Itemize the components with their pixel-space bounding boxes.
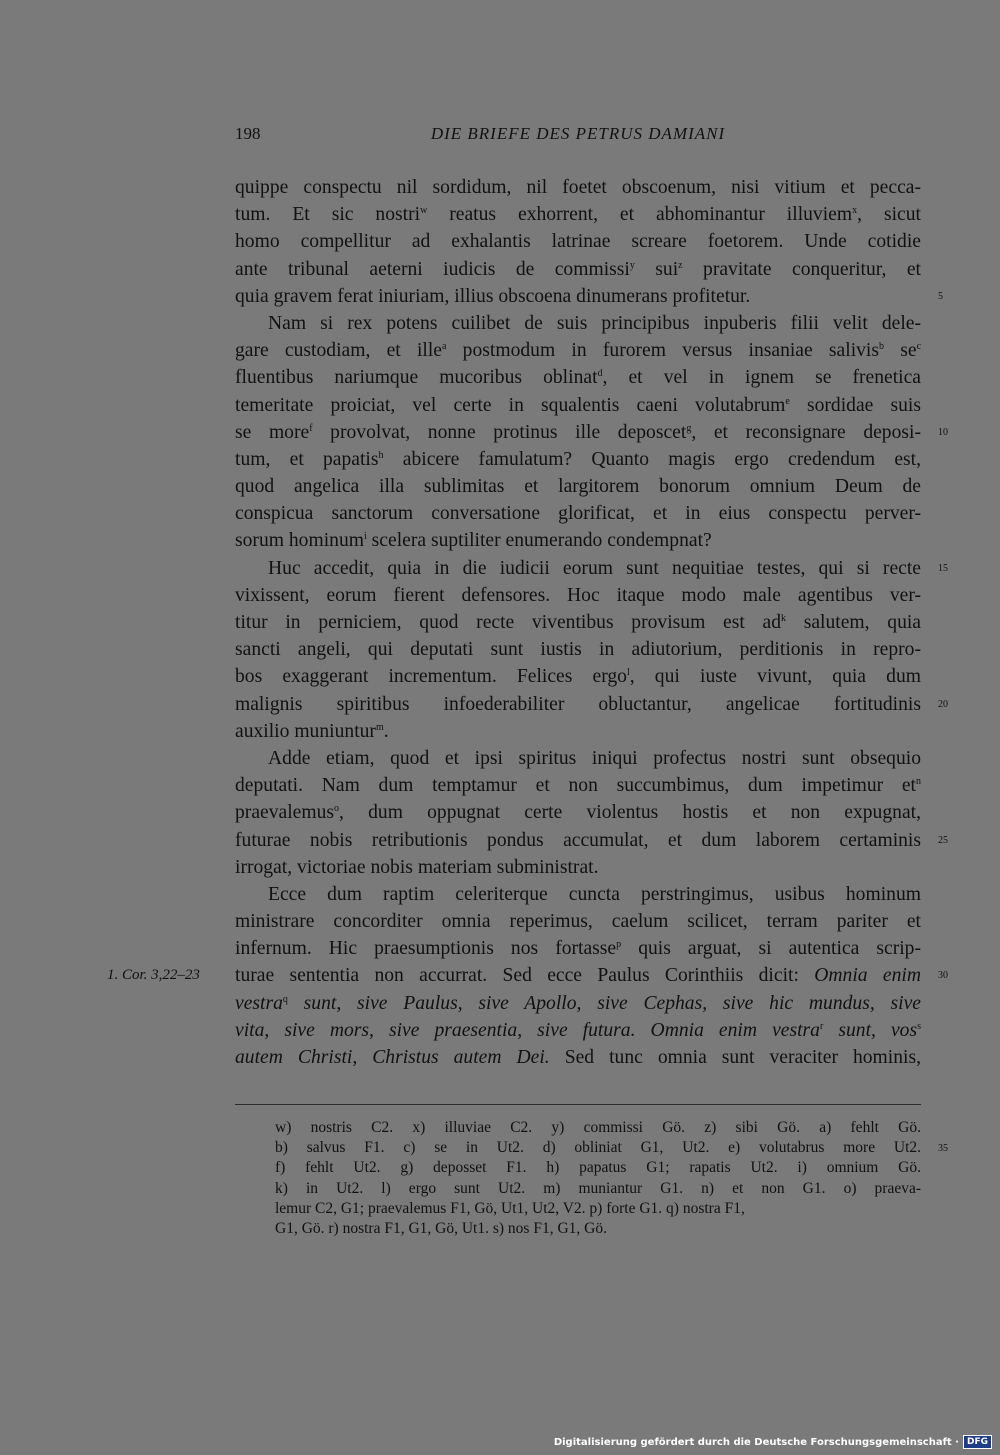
text-line: Adde etiam, quod et ipsi spiritus iniqui profectus nostri sunt obsequio [268,747,921,769]
dfg-logo: DFG [963,1435,992,1449]
text-line: sorum hominum$^i$ scelera suptiliter enumerando condempnat? [235,530,712,552]
text-line: quod angelica illa sublimitas et largitorem bonorum omnium Deum de [235,476,921,498]
text-line: Ecce dum raptim celeriterque cuncta perstringimus, usibus hominum [268,883,921,905]
footnote-mark: c [916,341,922,353]
footnote-mark: r [819,1020,824,1032]
running-title: DIE BRIEFE DES PETRUS DAMIANI [430,124,726,143]
line-number: 5 [938,290,943,302]
footnote-mark: n [916,776,921,788]
text-line: tum. Et sic nostri$^w$ reatus exhorrent, et abhominantur illuviem$^x$, sicut [235,204,921,226]
line-number: 35 [938,1143,948,1155]
text-line: bos exaggerant incrementum. Felices ergo$^l$, qui iuste vivunt, quia dum [235,666,921,688]
footnote-mark: b [879,341,885,353]
footnote-mark: l [626,667,630,679]
footnote-mark: x [852,205,858,217]
footnote-line: k) in Ut2. l) ergo sunt Ut2. m) muniantur G1. n) et non G1. o) praeva- [275,1179,922,1197]
footnote-line: f) fehlt Ut2. g) deposset F1. h) papatus G1; rapatis Ut2. i) omnium Gö. [275,1159,922,1177]
text-line: fluentibus nariumque mucoribus oblinat$^d$, et vel in ignem se frenetica [235,367,921,389]
footnote-divider [235,1104,921,1105]
text-line: 1. Cor. 3,22–23 turae sententia non accurrat. Sed ecce Paulus Corinthiis dicit: Omnia enim 30 [235,962,921,989]
text-line: deputati. Nam dum temptamur et non succumbimus, dum impetimur $et^n$ [235,775,921,797]
text-line: se more$^f$ provolvat, nonne protinus ille deposcet$^g$, et reconsignare deposi- 10 [235,419,921,446]
footnote-mark: e [785,395,790,407]
body-text [107,174,948,1071]
footnote-mark: h [378,449,384,461]
text-line: autem Christi, Christus autem Dei. Sed tunc omnia sunt veraciter hominis, [235,1047,922,1068]
footnote-line: w) nostris C2. x) illuviae C2. y) commissi Gö. z) sibi Gö. a) fehlt Gö. [275,1119,921,1136]
footnote-mark: k [781,613,786,624]
footnote-mark: q [282,993,288,1005]
line-number: 25 [938,834,948,846]
text-line: gare custodiam, et ille$^a$ postmodum in furorem versus insaniae salivis$^b$ $se^c$ [235,340,922,362]
footnote-line: G1, Gö. r) nostra F1, G1, Gö, Ut1. s) nos F1, G1, Gö. [275,1219,607,1237]
text-line: Nam si rex potens cuilibet de suis principibus inpuberis filii velit dele- [268,312,921,334]
margin-reference: 1. Cor. 3,22–23 [107,967,200,984]
text-line: ante tribunal aeterni iudicis de commissi$^y$ sui$^z$ pravitate conqueritur, et [235,258,921,280]
text-line: auxilio muniuntur$^m$. [235,720,389,742]
footnotes [275,1118,948,1239]
footnote-mark: d [597,368,603,380]
text-line: infernum. Hic praesumptionis nos fortasse$^p$ quis arguat, si autentica scrip- [235,938,921,960]
digitization-footer [554,1435,992,1449]
footnote-mark: o [334,803,340,815]
text-line: vita, sive mors, sive praesentia, sive futura. Omnia enim vestra$^r$ sunt, vos$^s$ [235,1019,922,1041]
footnote-line: lemur C2, G1; praevalemus F1, Gö, Ut1, Ut2, V2. p) forte G1. q) nostra F1, [275,1199,745,1217]
footnote-mark: y [629,259,635,271]
footnote-mark: g [686,422,692,434]
footnote-mark: z [678,259,683,271]
text-line: vestra$^q$ sunt, sive Paulus, sive Apollo, sive Cephas, sive hic mundus, sive [235,992,921,1014]
footnote-mark: m [375,721,384,733]
text-line: sancti angeli, qui deputati sunt iustis in adiutorium, perditionis in repro- [235,639,921,661]
footnote-line: b) salvus F1. c) se in Ut2. d) obliniat G1, Ut2. e) volutabrus more Ut2. 35 [275,1138,921,1158]
footer-text: Digitalisierung gefördert durch die Deutsche Forschungsgemeinschaft · [553,1436,959,1448]
line-number: 20 [938,698,948,710]
line-number: 15 [938,562,948,574]
text-line: Huc accedit, quia in die iudicii eorum sunt nequitiae testes, qui si recte 15 [235,555,921,582]
text-line: conspicua sanctorum conversatione glorificat, et in eius conspectu perver- [235,503,921,525]
text-line: futurae nobis retributionis pondus accumulat, et dum laborem certaminis 25 [235,827,921,854]
running-header [235,124,921,148]
text-line: quia gravem ferat iniuriam, illius obscoena dinumerans profitetur. 5 [235,283,921,310]
text-line: vixissent, eorum fierent defensores. Hoc itaque modo male agentibus ver- [235,584,921,606]
text-line: quippe conspectu nil sordidum, nil foetet obscoenum, nisi vitium et pecca- [235,177,921,198]
text-line: temeritate proiciat, vel certe in squalentis caeni volutabrum$^e$ sordidae suis [235,394,921,416]
text-line: titur in perniciem, quod recte viventibus provisum est $ad^k$ salutem, quia [235,612,922,633]
line-number: 30 [938,970,948,982]
text-line: ministrare concorditer omnia reperimus, caelum scilicet, terram pariter et [235,911,921,933]
footnote-mark: f [309,422,313,434]
line-number: 10 [938,426,948,438]
text-line: irrogat, victoriae nobis materiam subministrat. [235,856,599,878]
text-line: malignis spiritibus infoederabiliter obluctantur, angelicae fortitudinis 20 [235,691,921,718]
footnote-mark: p [616,939,622,951]
footnote-mark: a [442,341,447,353]
text-line: homo compellitur ad exhalantis latrinae screare foetorem. Unde cotidie [235,231,921,253]
text-line: praevalemus$^o$, dum oppugnat certe violentus hostis et non expugnat, [235,802,921,824]
footnote-mark: i [364,531,367,543]
text-line: tum, et papatis$^h$ abicere famulatum? Quanto magis ergo credendum est, [235,448,921,470]
footnote-mark: s [917,1020,922,1032]
page-number: 198 [235,124,261,143]
footnote-mark: w [420,205,428,217]
